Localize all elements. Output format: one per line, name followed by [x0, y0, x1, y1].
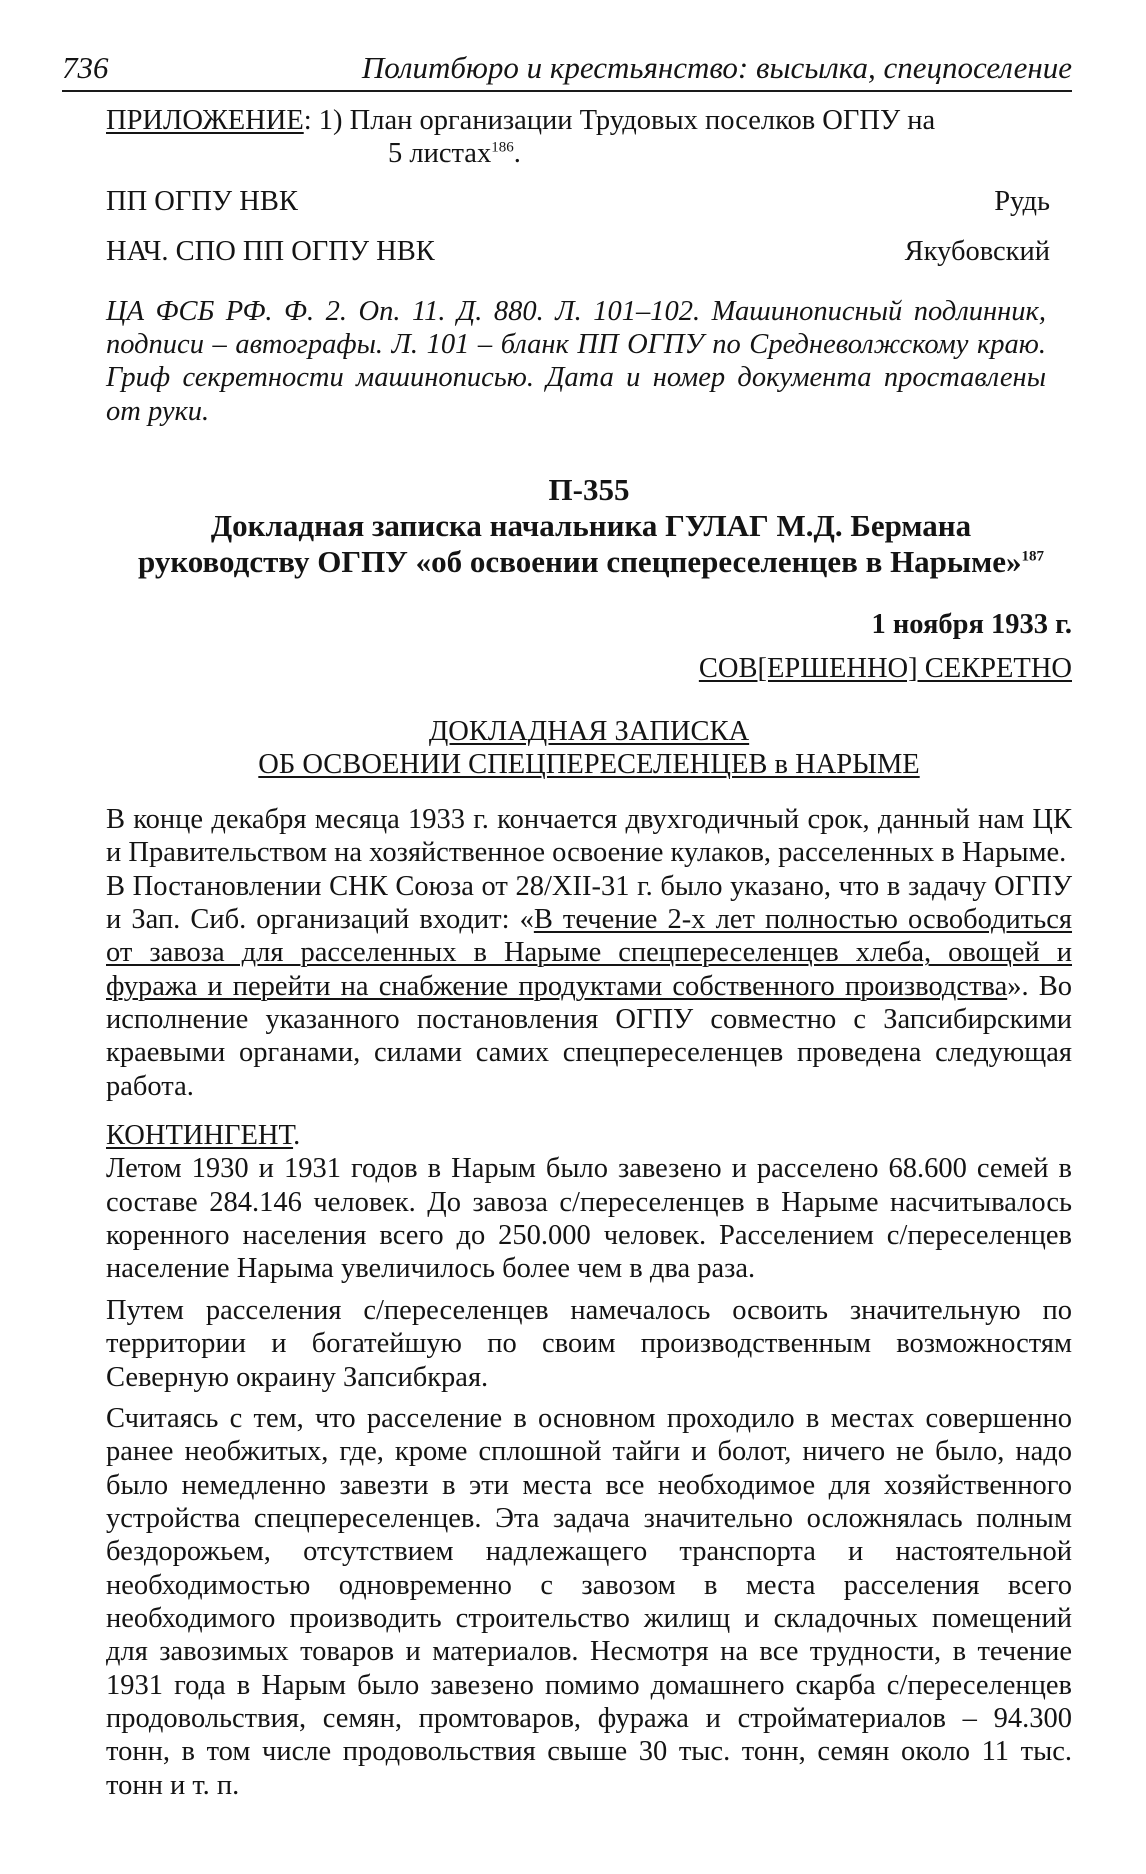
- attachment-note: [106, 104, 1056, 171]
- body-paragraph-4: Путем расселения с/переселенцев намечалось освоить значительную по территории и богатейшую по своим производственным возможностям Северную окраину Запсибкрая.: [106, 1294, 1072, 1393]
- p2-quote-underlined: В течение 2-х лет полностью освободиться от завоза для расселенных в Нарыме спецпереселенцев хлеба, овощей и фуража и перейти на снабжение продуктами собственного производства: [106, 904, 1073, 1002]
- body-paragraph-1: В конце декабря месяца 1933 г. кончается двухгодичный срок, данный нам ЦК и Правительством на хозяйственное освоение кулаков, расселенных в Нарыме.: [106, 804, 1072, 869]
- report-heading: [106, 715, 1072, 781]
- body-paragraph-2: [106, 870, 1072, 1103]
- document-title-line2: руководству ОГПУ «об освоении спецпереселенцев в Нарыме»: [137, 544, 1022, 580]
- page-header: [62, 44, 1072, 92]
- signature-title: ПП ОГПУ НВК: [106, 185, 298, 217]
- p2-text-before: В Постановлении СНК Союза от 28/XII-31 г. было указано, что в задачу ОГПУ и Зап. Сиб. организаций входит: «: [106, 870, 1072, 936]
- signature-name: Рудь: [994, 185, 1050, 217]
- document-date: 1 ноября 1933 г.: [871, 609, 1072, 641]
- report-heading-line1: ДОКЛАДНАЯ ЗАПИСКА: [428, 715, 750, 747]
- page-number: 736: [62, 50, 109, 85]
- attachment-text-line1: : 1) План организации Трудовых поселков ОГПУ на: [303, 105, 936, 136]
- body-paragraph-5: Считаясь с тем, что расселение в основном проходило в местах совершенно ранее необжитых, где, кроме сплошной тайги и болот, ничего не было, надо было немедленно завезти в эти места все необходимое для хозяйственного устройства спецпереселенцев. Эта задача значительно осложнялась полным бездорожьем, отсутствием надлежащего транспорта и настоятельной необходимостью одновременно с завозом в места расселения всего необходимого производить строительство жилищ и складочных помещений для завозимых товаров и материалов. Несмотря на все трудности, в течение 1931 года в Нарым было завезено помимо домашнего скарба с/переселенцев продовольствия, семян, промтоваров, фуража и стройматериалов – 94.300 тонн, в том числе продовольствия свыше 30 тыс. тонн, семян около 11 тыс. тонн и т. п.: [106, 1402, 1072, 1801]
- body-paragraph-3: Летом 1930 и 1931 годов в Нарым было завезено и расселено 68.600 семей в составе 284.146 человек. До завоза с/переселенцев в Нарыме насчитывалось коренного населения всего до 250.000 человек. Расселением с/переселенцев население Нарыма увеличилось более чем в два раза.: [106, 1153, 1072, 1285]
- attachment-text-line2: 5 листах: [388, 138, 492, 170]
- secrecy-stamp: [106, 652, 1072, 685]
- document-title: [106, 508, 1076, 580]
- secrecy-text: СОВ[ЕРШЕННО] СЕКРЕТНО: [698, 652, 1072, 684]
- section-heading-kontingent: [106, 1119, 1072, 1152]
- signature-row-1: [106, 185, 1072, 221]
- section-heading-end: .: [293, 1120, 301, 1152]
- signature-title: НАЧ. СПО ПП ОГПУ НВК: [106, 235, 435, 267]
- signature-row-2: [106, 235, 1072, 271]
- document-title-line1: Докладная записка начальника ГУЛАГ М.Д. Бермана: [210, 508, 972, 544]
- signature-name: Якубовский: [904, 235, 1050, 267]
- report-heading-line2: ОБ ОСВОЕНИИ СПЕЦПЕРЕСЕЛЕНЦЕВ в НАРЫМЕ: [258, 748, 920, 780]
- running-title: Политбюро и крестьянство: высылка, спецпоселение: [361, 50, 1072, 85]
- section-heading-text: КОНТИНГЕНТ: [106, 1120, 294, 1152]
- archive-note: ЦА ФСБ РФ. Ф. 2. Оп. 11. Д. 880. Л. 101–102. Машинописный подлинник, подписи – автографы. Л. 101 – бланк ПП ОГПУ по Средневолжскому краю. Гриф секретности машинописью. Дата и номер документа проставлены от руки.: [106, 295, 1046, 427]
- page-content: [106, 104, 1072, 1802]
- attachment-end: .: [513, 138, 521, 170]
- footnote-ref-187: 187: [1021, 548, 1044, 565]
- footnote-ref-186: 186: [491, 139, 514, 156]
- attachment-label: ПРИЛОЖЕНИЕ: [106, 105, 304, 136]
- p2-text-after: ». Во исполнение указанного постановления ОГПУ совместно с Запсибирскими краевыми органами, силами самих спецпереселенцев проведена следующая работа.: [106, 970, 1072, 1102]
- document-number: П-355: [548, 472, 630, 508]
